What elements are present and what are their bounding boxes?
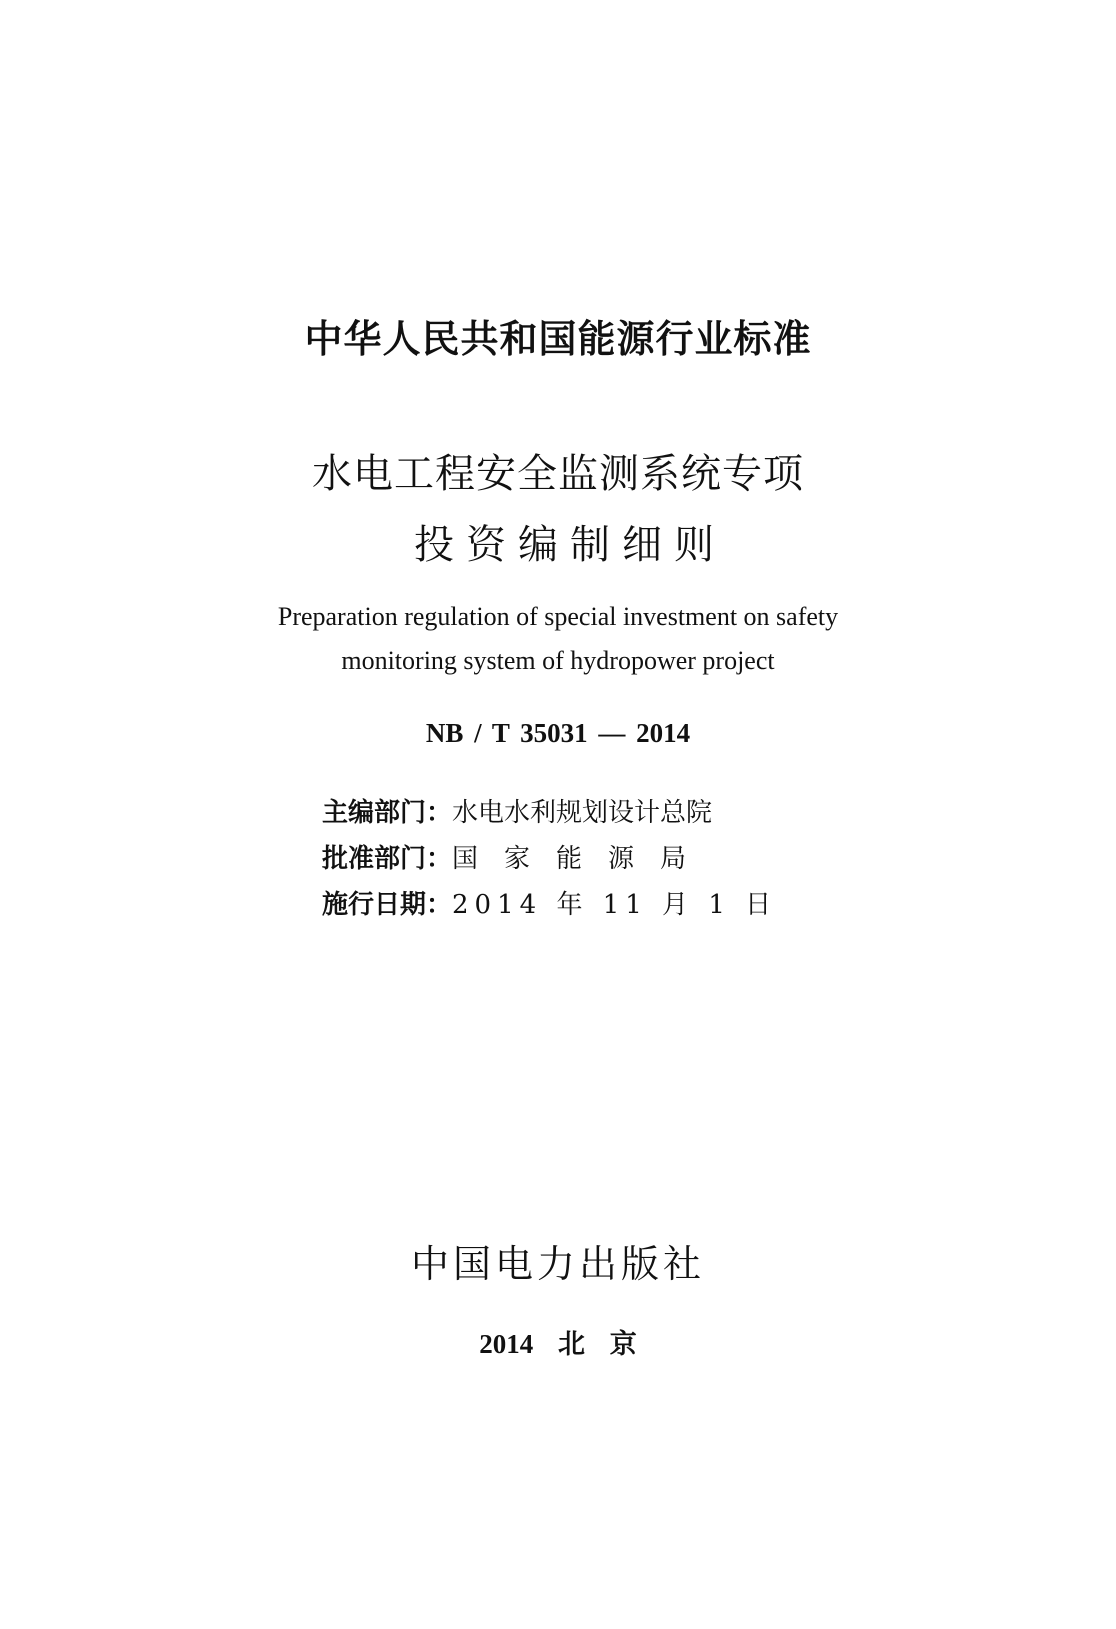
info-row-editor [322, 790, 802, 836]
standard-code: NB / T 35031 — 2014 [425, 718, 691, 748]
info-value: 2014 年 11 月 1 日 [452, 890, 778, 920]
publisher-name: 中国电力出版社 [410, 1242, 705, 1286]
title-english-line-1: Preparation regulation of special investment on safety [277, 602, 839, 631]
info-value: 国家能源局 [452, 844, 713, 874]
info-row-effective-date [322, 882, 802, 928]
standard-category: 中华人民共和国能源行业标准 [304, 317, 812, 361]
info-value: 水电水利规划设计总院 [452, 798, 713, 828]
publication-year-place: 2014 北 京 [479, 1329, 637, 1359]
info-label: 批准部门： [322, 844, 453, 874]
info-row-approver [322, 836, 802, 882]
title-english-line-2: monitoring system of hydropower project [341, 646, 775, 675]
info-label: 施行日期： [322, 890, 453, 920]
title-chinese-line-2: 投资编制细则 [414, 522, 726, 568]
title-chinese-line-1: 水电工程安全监测系统专项 [312, 451, 804, 497]
info-label: 主编部门： [322, 798, 453, 828]
standard-info-block [322, 790, 802, 928]
